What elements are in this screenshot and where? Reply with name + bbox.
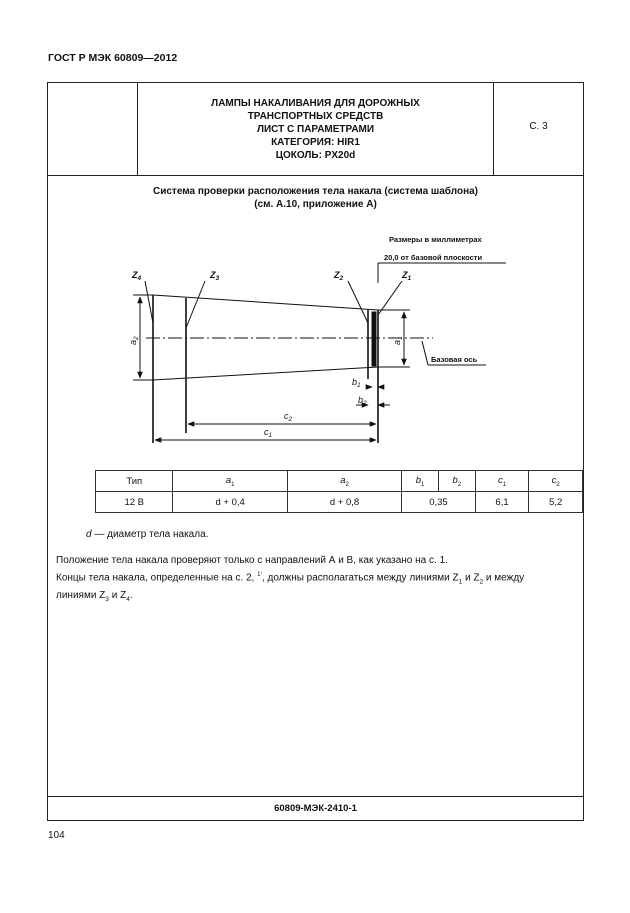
title-line: ЛАМПЫ НАКАЛИВАНИЯ ДЛЯ ДОРОЖНЫХ bbox=[211, 98, 420, 109]
b1-label: $b_1$ bbox=[352, 377, 361, 389]
title-line: ЛИСТ С ПАРАМЕТРАМИ bbox=[256, 124, 375, 135]
z2-label: $Z_2$ bbox=[334, 270, 344, 282]
a2-label: $a_2$ bbox=[128, 336, 140, 345]
body-paragraph bbox=[56, 554, 576, 607]
page-reference: С. 3 bbox=[529, 121, 548, 132]
paragraph-line: Положение тела накала проверяют только с направлений А и В, как указано на с. 1. bbox=[56, 555, 448, 566]
header-cell-a2: $a_2$ bbox=[287, 471, 401, 492]
parameter-sheet-frame bbox=[47, 82, 584, 821]
units-note: Размеры в миллиметрах bbox=[389, 235, 482, 244]
reference-note: 20,0 от базовой плоскости bbox=[384, 253, 483, 262]
standard-designation: ГОСТ Р МЭК 60809—2012 bbox=[48, 52, 178, 64]
sheet-footer bbox=[48, 796, 583, 821]
title-line: ТРАНСПОРТНЫХ СРЕДСТВ bbox=[247, 111, 384, 122]
cell-a1: d + 0,4 bbox=[173, 492, 287, 513]
paragraph-line: Концы тела накала, определенные на с. 2, $^{1^)}$, должны располагаться между линиями $Z_1$ и $Z_2$ и между bbox=[56, 572, 525, 586]
c2-label: $c_2$ bbox=[284, 411, 293, 423]
page-number: 104 bbox=[48, 830, 65, 841]
title-line: ЦОКОЛЬ: PX20d bbox=[275, 150, 356, 161]
sheet-code: 60809-МЭК-2410-1 bbox=[274, 803, 357, 814]
table-header-row bbox=[96, 471, 583, 492]
parameters-table bbox=[95, 470, 583, 513]
z4-leader bbox=[145, 281, 153, 323]
caption-line: Система проверки расположения тела накала (система шаблона) bbox=[152, 186, 478, 197]
z3-label: $Z_3$ bbox=[210, 270, 220, 282]
z2-leader bbox=[348, 281, 368, 323]
cell-c2: 5,2 bbox=[529, 492, 583, 513]
footnote-ref: 1⁾ bbox=[257, 572, 262, 578]
axis-label: Базовая ось bbox=[431, 355, 478, 364]
cell-b: 0,35 bbox=[402, 492, 476, 513]
table-row bbox=[96, 492, 583, 513]
filament-body bbox=[372, 312, 376, 366]
paragraph-line: линиями $Z_3$ и $Z_4$. bbox=[56, 590, 133, 604]
cell-a2: d + 0,8 bbox=[287, 492, 401, 513]
cell-c1: 6,1 bbox=[475, 492, 529, 513]
cell-type: 12 В bbox=[96, 492, 173, 513]
header-cell-c1: $c_1$ bbox=[475, 471, 529, 492]
header-cell-type: Тип bbox=[96, 471, 173, 492]
header-cell-b2: $b_2$ bbox=[438, 471, 475, 492]
a1-label: $a_1$ bbox=[392, 336, 404, 345]
z3-leader bbox=[186, 281, 205, 328]
header-cell-b1: $b_1$ bbox=[402, 471, 439, 492]
header-cell-a1: $a_1$ bbox=[173, 471, 287, 492]
axis-leader bbox=[422, 341, 428, 365]
filament-gauge-drawing bbox=[48, 83, 583, 463]
note-text: — диаметр тела накала. bbox=[91, 529, 209, 540]
caption-line: (см. А.10, приложение А) bbox=[254, 199, 377, 210]
header-cell-c2: $c_2$ bbox=[529, 471, 583, 492]
note-symbol: d bbox=[86, 529, 92, 540]
b2-label: $b_2$ bbox=[358, 395, 367, 407]
diameter-note bbox=[86, 529, 208, 540]
z1-label: $Z_1$ bbox=[402, 270, 412, 282]
title-line: КАТЕГОРИЯ: HIR1 bbox=[271, 137, 360, 148]
c1-label: $c_1$ bbox=[264, 427, 273, 439]
z4-label: $Z_4$ bbox=[132, 270, 142, 282]
